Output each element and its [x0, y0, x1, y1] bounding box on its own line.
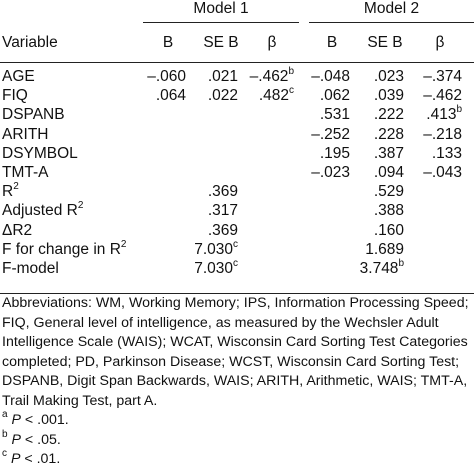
table-cell: –.462$^b$ [249, 65, 294, 85]
table-cell: .228 [373, 125, 404, 143]
header-rule [0, 62, 474, 63]
row-label: DSYMBOL [2, 144, 78, 162]
table-cell: .222 [373, 106, 404, 124]
col-header: B [162, 34, 174, 51]
table-notes [2, 294, 472, 470]
table-cell: .023 [373, 68, 404, 85]
stat-value: 1.689 [365, 240, 404, 258]
model1-header: Model 1 [193, 0, 249, 17]
col-header: β [435, 34, 445, 51]
stat-value: 7.030$^c$ [194, 257, 238, 277]
table-cell: .021 [207, 68, 238, 85]
table-cell: .022 [207, 87, 238, 105]
table-cell: –.462 [423, 87, 462, 105]
col-header: SE B [367, 34, 403, 51]
stat-label: $R^2$ [2, 181, 19, 201]
model1-underline [143, 22, 299, 23]
table-cell: .064 [155, 87, 186, 105]
table-cell: –.043 [423, 164, 462, 181]
footnote: $^b$ P < .05. [2, 428, 61, 448]
row-label: TMT-A [2, 164, 49, 181]
model2-header: Model 2 [363, 0, 420, 17]
table-cell: .413$^b$ [426, 104, 462, 124]
col-header: B [326, 34, 338, 51]
table-cell: .039 [373, 87, 404, 105]
table-cell: .531 [319, 106, 350, 124]
stat-label: ΔR2 [2, 221, 33, 239]
table-cell: –.023 [311, 164, 350, 181]
table-cell: –.252 [311, 125, 350, 143]
stat-value: .529 [373, 183, 404, 201]
stat-value: .388 [373, 202, 404, 220]
table-cell: .195 [319, 144, 350, 162]
table-cell: –.374 [423, 68, 462, 85]
row-label: FIQ [2, 87, 28, 105]
stat-value: 7.030$^c$ [194, 238, 238, 258]
table-cell: –.060 [147, 68, 186, 85]
table-cell: .387 [373, 144, 404, 162]
col-header: β [267, 34, 277, 51]
abbreviations-note: Abbreviations: WM, Working Memory; IPS, Information Processing Speed; FIQ, General level of intelligence, as measured by the Wechsler Adult Intelligence Scale (WAIS); WCAT, Wisconsin Card Sorting Test Categories completed; PD, Parkinson Disease; WCST, Wisconsin Card Sorting Test; DSPANB, Digit Span Backwards, WAIS; ARITH, Arithmetic, WAIS; TMT-A, Trail Making Test, part A. [2, 295, 469, 409]
stat-label: F for change in $R^2$ [2, 238, 127, 258]
variable-header: Variable [2, 34, 58, 51]
stat-value: 3.748$^b$ [359, 257, 404, 277]
table-cell: –.218 [423, 125, 462, 143]
model2-underline [309, 22, 474, 23]
col-header: SE B [203, 34, 239, 51]
table-cell: –.048 [311, 68, 350, 85]
stat-value: .317 [207, 202, 238, 220]
table-cell: .094 [373, 164, 404, 181]
table-cell: .133 [431, 144, 462, 162]
stat-label: Adjusted $R^2$ [2, 200, 84, 220]
row-label: ARITH [2, 125, 49, 143]
row-label: DSPANB [2, 106, 65, 124]
stat-value: .369 [207, 183, 238, 201]
footnote: $^a$ P < .001. [2, 409, 69, 428]
stat-label: F-model [2, 260, 59, 277]
row-label: AGE [2, 68, 35, 85]
table-cell: .062 [319, 87, 350, 105]
table-cell: .482$^c$ [258, 85, 294, 105]
footnote: $^c$ P < .01. [2, 448, 61, 467]
stat-value: .369 [207, 221, 238, 239]
stat-value: .160 [373, 221, 404, 239]
